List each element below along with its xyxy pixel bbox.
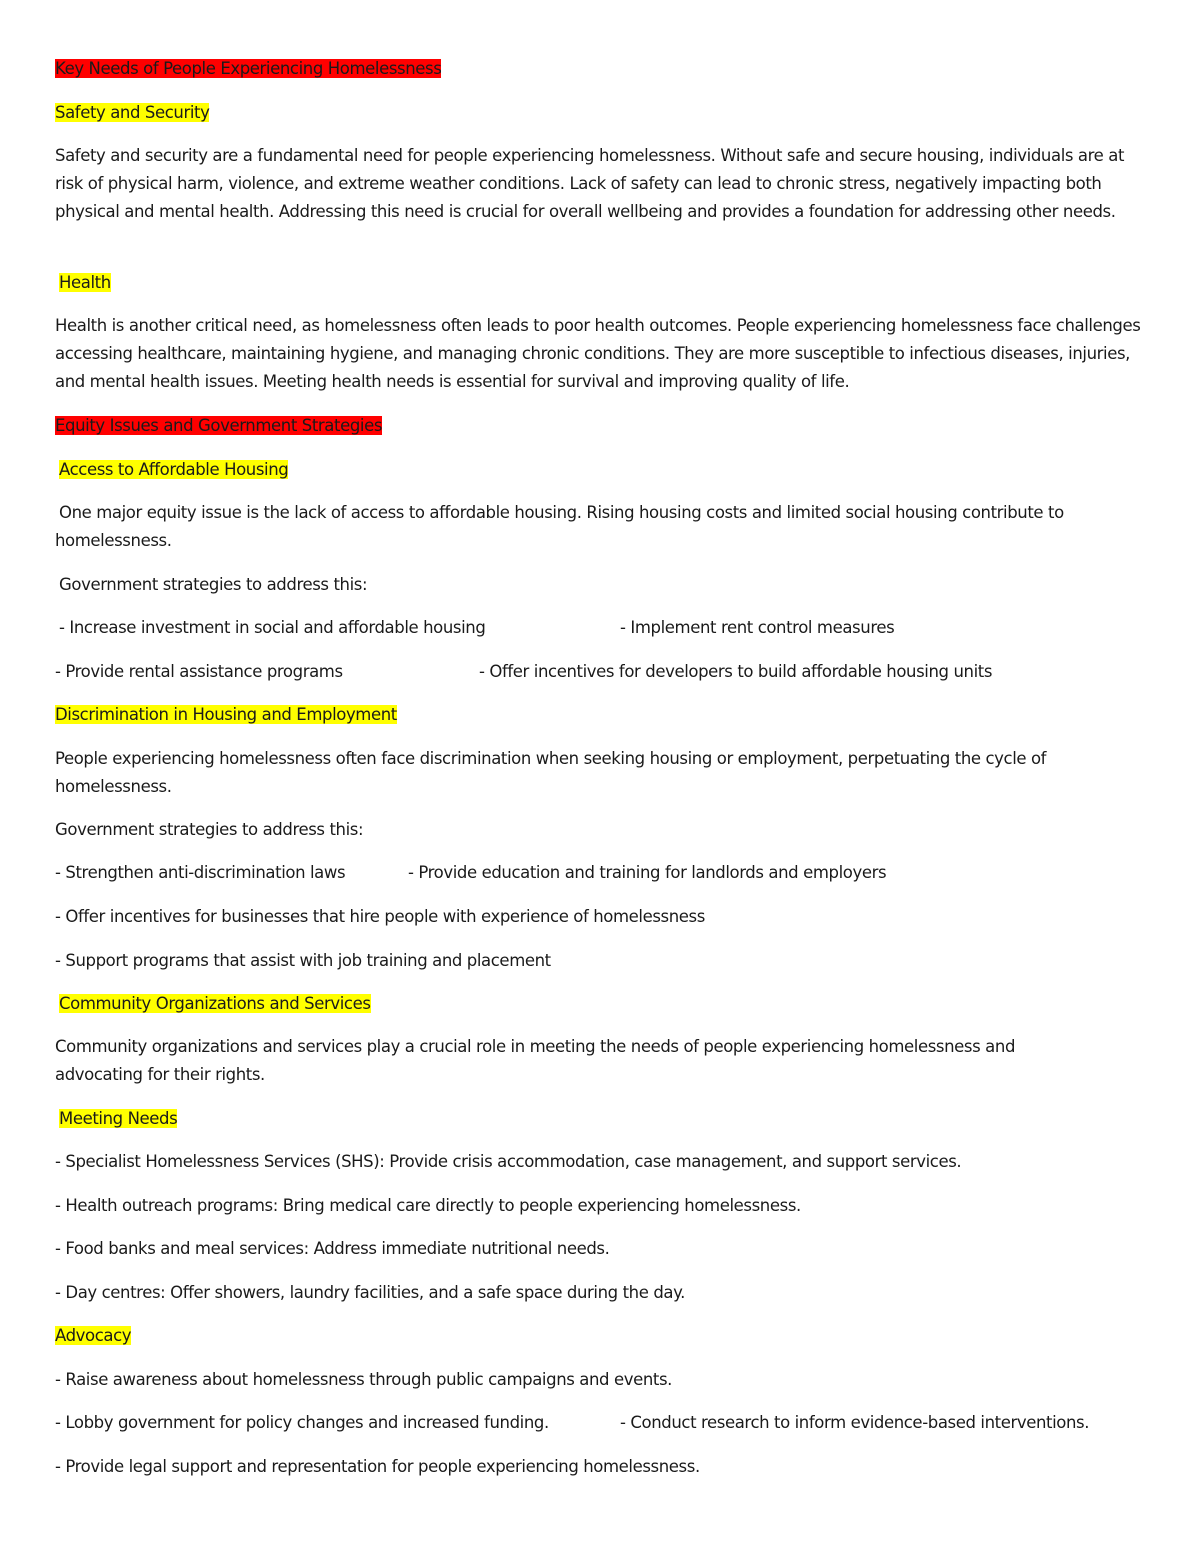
- list-item: - Conduct research to inform evidence-based interventions.: [620, 1413, 1090, 1432]
- list-item: - Provide education and training for landlords and employers: [408, 863, 887, 882]
- list-item: - Offer incentives for businesses that hire people with experience of homelessness: [55, 907, 705, 926]
- list-item: - Provide legal support and representation for people experiencing homelessness.: [55, 1457, 700, 1476]
- list-item: - Increase investment in social and affordable housing: [59, 618, 486, 637]
- list-item: - Health outreach programs: Bring medical care directly to people experiencing homelessness.: [55, 1196, 801, 1215]
- strategy-intro: Government strategies to address this:: [55, 820, 364, 839]
- heading: [55, 990, 371, 1018]
- list-item: - Specialist Homelessness Services (SHS): Provide crisis accommodation, case management, and support services.: [55, 1152, 962, 1171]
- section-title: [55, 412, 382, 440]
- heading: [55, 1322, 131, 1350]
- list-item: - Support programs that assist with job training and placement: [55, 951, 551, 970]
- paragraph-health: Health is another critical need, as homelessness often leads to poor health outcomes. People experiencing homelessness face challenges accessing healthcare, maintaining hygiene, and managing chronic conditions. They are more susceptible to infectious diseases, injuries, and mental health issues. Meeting health needs is essential for survival and improving quality of life.: [55, 316, 1141, 391]
- paragraph-housing: One major equity issue is the lack of access to affordable housing. Rising housing costs and limited social housing contribute to homelessness.: [55, 503, 1064, 550]
- heading: [55, 99, 209, 127]
- title-equity: Equity Issues and Government Strategies: [55, 416, 383, 435]
- list-item: - Day centres: Offer showers, laundry facilities, and a safe space during the day.: [55, 1283, 685, 1302]
- heading-community: Community Organizations and Services: [59, 994, 371, 1013]
- list-item: - Provide rental assistance programs: [55, 662, 343, 681]
- heading: [55, 1105, 177, 1133]
- paragraph-discrimination: People experiencing homelessness often face discrimination when seeking housing or employment, perpetuating the cycle of homelessness.: [55, 749, 1047, 796]
- heading-meeting-needs: Meeting Needs: [59, 1109, 178, 1128]
- heading-health: Health: [59, 273, 111, 292]
- heading-safety: Safety and Security: [55, 103, 210, 122]
- heading-housing: Access to Affordable Housing: [59, 460, 289, 479]
- heading: [55, 456, 288, 484]
- heading-discrimination: Discrimination in Housing and Employment: [55, 705, 397, 724]
- heading: [55, 269, 111, 297]
- strategy-intro: Government strategies to address this:: [59, 575, 368, 594]
- heading: [55, 701, 397, 729]
- list-item: - Offer incentives for developers to build affordable housing units: [479, 662, 993, 681]
- paragraph-community: Community organizations and services play a crucial role in meeting the needs of people experiencing homelessness and advocating for their rights.: [55, 1037, 1016, 1084]
- section-title: [55, 55, 441, 83]
- list-item: - Food banks and meal services: Address immediate nutritional needs.: [55, 1239, 610, 1258]
- heading-advocacy: Advocacy: [55, 1326, 132, 1345]
- paragraph-safety: Safety and security are a fundamental need for people experiencing homelessness. Without safe and secure housing, individuals are at risk of physical harm, violence, and extreme weather conditions. Lack of safety can lead to chronic stress, negatively impacting both physical and mental health. Addressing this need is crucial for overall wellbeing and provides a foundation for addressing other needs.: [55, 146, 1125, 221]
- list-item: - Lobby government for policy changes and increased funding.: [55, 1413, 549, 1432]
- title-key-needs: Key Needs of People Experiencing Homelessness: [55, 59, 442, 78]
- list-item: - Implement rent control measures: [620, 618, 895, 637]
- list-item: - Raise awareness about homelessness through public campaigns and events.: [55, 1370, 673, 1389]
- list-item: - Strengthen anti-discrimination laws: [55, 863, 346, 882]
